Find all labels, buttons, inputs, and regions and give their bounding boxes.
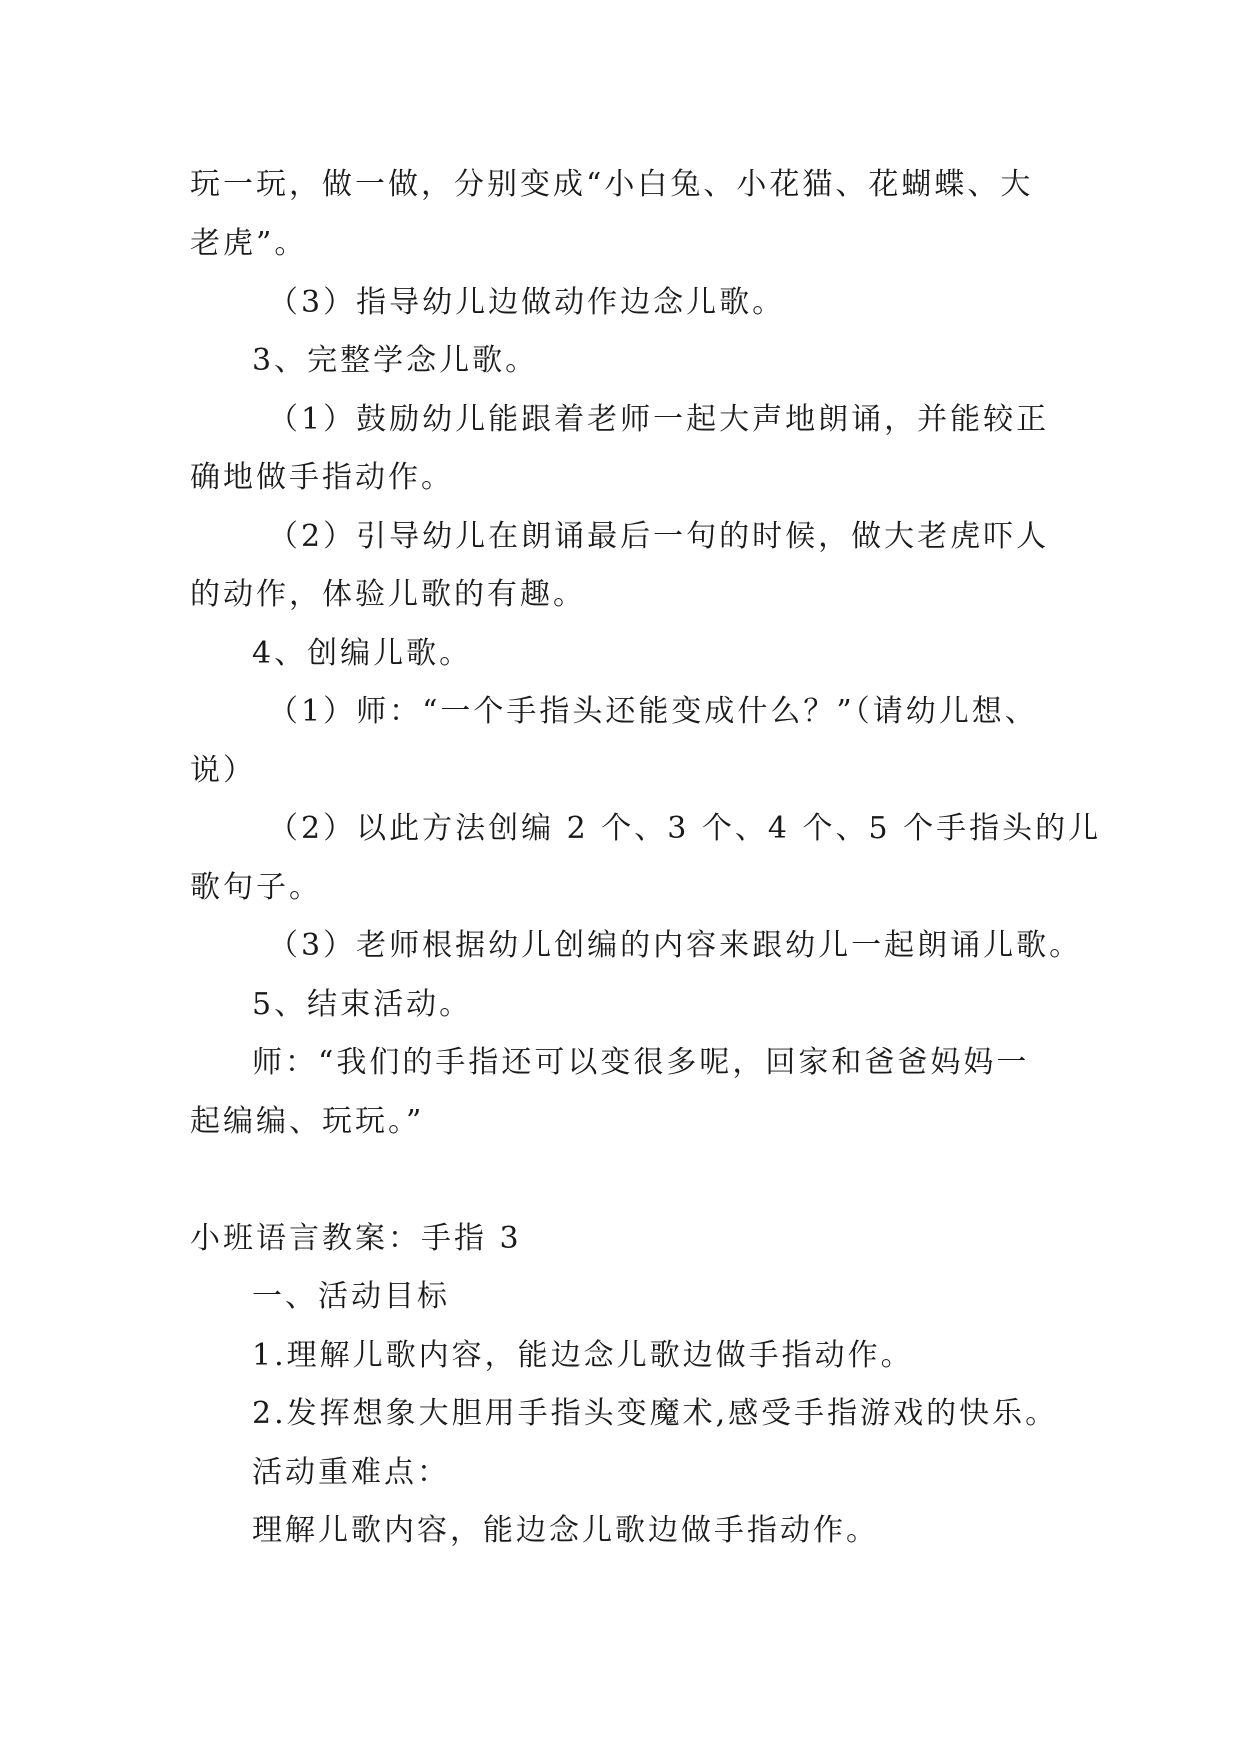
goal-item: 2.发挥想象大胆用手指头变魔术,感受手指游戏的快乐。 <box>252 1396 1059 1431</box>
paragraph-line: 玩一玩，做一做，分别变成“小白兔、小花猫、花蝴蝶、大 <box>190 167 1034 202</box>
step-line: （1）师：“一个手指头还能变成什么？”（请幼儿想、 <box>268 694 1038 729</box>
paragraph-line: 师：“我们的手指还可以变很多呢，回家和爸爸妈妈一 <box>252 1045 1030 1080</box>
section-heading: 3、完整学念儿歌。 <box>252 343 539 378</box>
section-heading: 5、结束活动。 <box>252 987 473 1022</box>
step-line: （2）以此方法创编 2 个、3 个、4 个、5 个手指头的儿 <box>268 811 1102 846</box>
document-title: 小班语言教案：手指 3 <box>190 1221 522 1256</box>
section-heading: 4、创编儿歌。 <box>252 636 473 671</box>
paragraph-line: 老虎”。 <box>190 226 308 261</box>
paragraph-line: 确地做手指动作。 <box>190 460 454 495</box>
paragraph-line: 说） <box>190 753 256 788</box>
paragraph-line: 的动作，体验儿歌的有趣。 <box>190 577 586 612</box>
section-heading: 一、活动目标 <box>252 1279 450 1314</box>
paragraph-line: 理解儿歌内容，能边念儿歌边做手指动作。 <box>252 1513 879 1548</box>
section-heading: 活动重难点： <box>252 1455 450 1490</box>
paragraph-line: 起编编、玩玩。” <box>190 1104 425 1139</box>
step-line: （3）指导幼儿边做动作边念儿歌。 <box>268 285 786 320</box>
paragraph-line: 歌句子。 <box>190 870 322 905</box>
goal-item: 1.理解儿歌内容，能边念儿歌边做手指动作。 <box>252 1338 914 1373</box>
step-line: （3）老师根据幼儿创编的内容来跟幼儿一起朗诵儿歌。 <box>268 928 1083 963</box>
step-line: （1）鼓励幼儿能跟着老师一起大声地朗诵，并能较正 <box>268 402 1050 437</box>
step-line: （2）引导幼儿在朗诵最后一句的时候，做大老虎吓人 <box>268 519 1050 554</box>
